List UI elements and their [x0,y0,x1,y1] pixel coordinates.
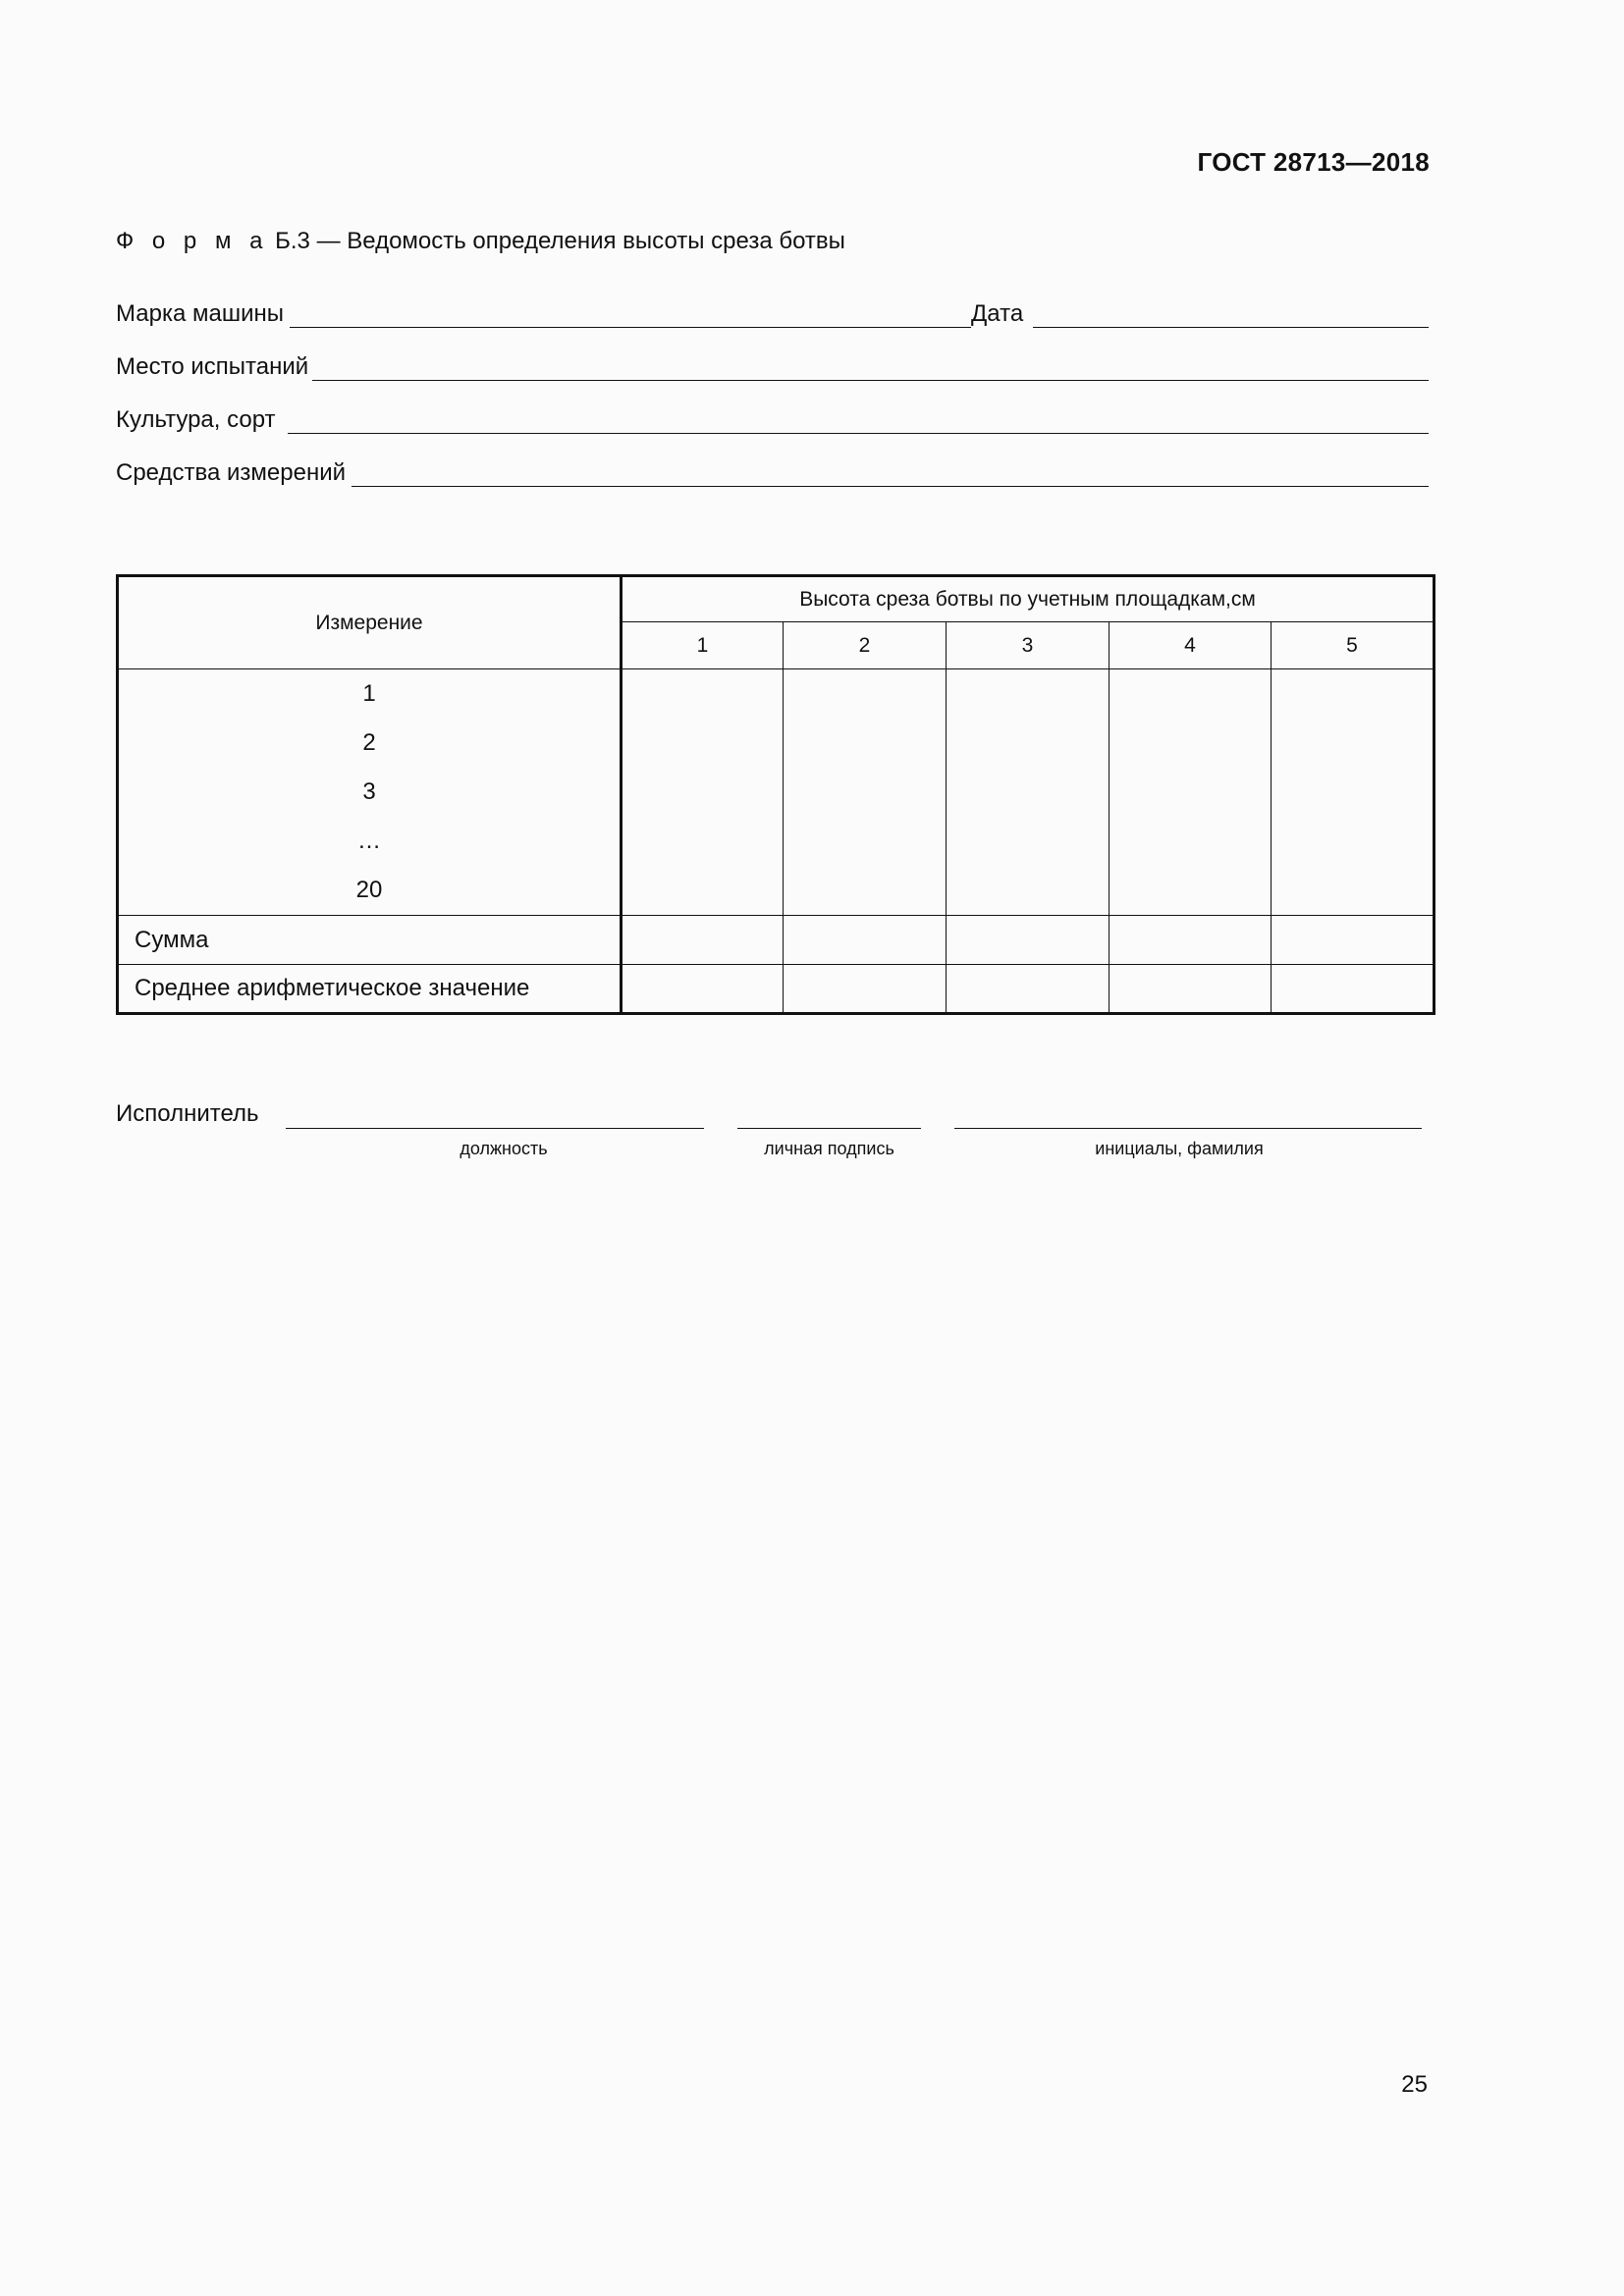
mean-cell[interactable] [947,965,1110,1014]
measuring-means-label: Средства измерений [116,459,347,486]
data-cell[interactable] [784,669,947,916]
measurement-numbers-cell [118,669,622,916]
sum-cell[interactable] [784,916,947,965]
data-cell[interactable] [947,669,1110,916]
crop-variety-field[interactable] [288,409,1429,434]
sum-row-label: Сумма [118,916,622,965]
data-cell[interactable] [1272,669,1435,916]
measurement-number: 1 [362,680,376,707]
machine-brand-field[interactable] [290,303,971,328]
measurement-number: 20 [355,877,383,903]
measuring-means-field[interactable] [352,462,1429,487]
name-field[interactable] [954,1128,1422,1129]
plot-number-header: 4 [1110,622,1272,669]
signature-field[interactable] [737,1128,921,1129]
test-place-label: Место испытаний [116,353,309,380]
form-title-prefix: Ф о р м а [116,228,269,254]
mean-cell[interactable] [1272,965,1435,1014]
name-caption: инициалы, фамилия [1095,1139,1264,1158]
signature-caption: личная подпись [764,1139,894,1158]
mean-cell[interactable] [1110,965,1272,1014]
machine-brand-label: Марка машины [116,300,285,327]
measuring-means-row [116,455,1429,487]
date-field[interactable] [1033,303,1429,328]
machine-brand-row [116,296,1429,328]
data-cell[interactable] [1110,669,1272,916]
form-title-text: Б.3 — Ведомость определения высоты среза ботвы [268,228,845,254]
mean-row-label: Среднее арифметическое значение [118,965,622,1014]
measurement-column-header: Измерение [118,576,622,669]
sum-cell[interactable] [947,916,1110,965]
page-number: 25 [1401,2071,1428,2098]
test-place-field[interactable] [312,356,1429,381]
plot-number-header: 2 [784,622,947,669]
mean-cell[interactable] [622,965,784,1014]
form-title [116,228,845,255]
cut-height-group-header: Высота среза ботвы по учетным площадкам,см [622,576,1435,622]
plot-number-header: 5 [1272,622,1435,669]
data-cell[interactable] [622,669,784,916]
cut-height-table [116,574,1435,1015]
plot-number-header: 3 [947,622,1110,669]
measurement-number: … [357,828,381,854]
test-place-row [116,349,1429,381]
crop-variety-label: Культура, сорт [116,406,276,433]
sum-cell[interactable] [622,916,784,965]
standard-code: ГОСТ 28713—2018 [1197,147,1430,177]
mean-cell[interactable] [784,965,947,1014]
date-label: Дата [971,300,1024,327]
sum-cell[interactable] [1272,916,1435,965]
measurement-number: 3 [362,778,376,805]
performer-label: Исполнитель [116,1100,259,1127]
position-field[interactable] [286,1128,704,1129]
measurement-number: 2 [362,729,376,756]
plot-number-header: 1 [622,622,784,669]
sum-cell[interactable] [1110,916,1272,965]
crop-variety-row [116,402,1429,434]
position-caption: должность [460,1139,548,1158]
